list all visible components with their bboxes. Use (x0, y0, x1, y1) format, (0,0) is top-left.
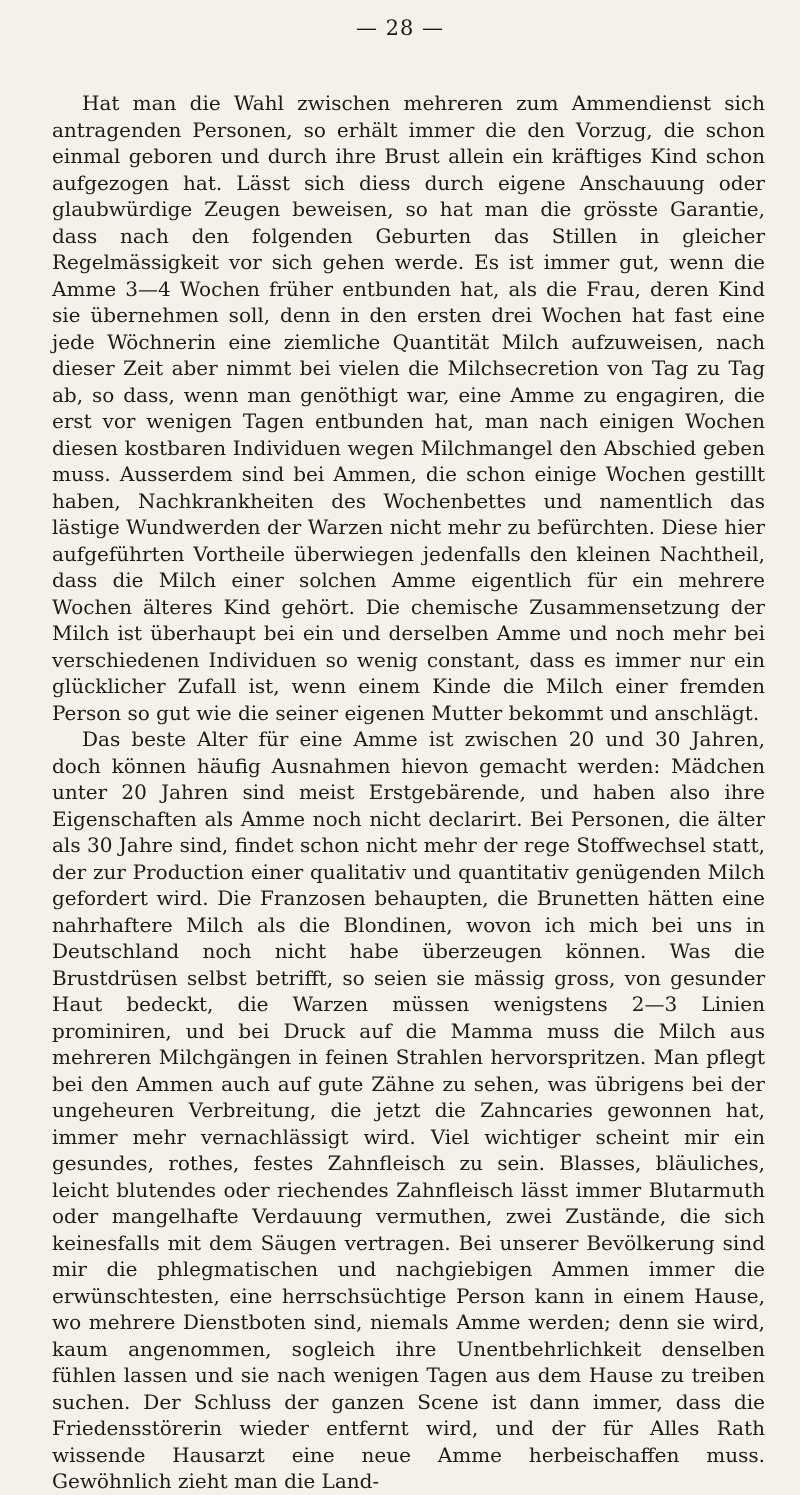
page-number: — 28 — (355, 16, 445, 40)
body-text (52, 90, 765, 1495)
paragraph-2: Das beste Alter für eine Amme ist zwischen 20 und 30 Jahren, doch können häufig Ausnahmen hievon gemacht werden: Mädchen unter 20 Jahren sind meist Erstgebärende, und haben also ihre Eigenschaften als Amme noch nicht declarirt. Bei Personen, die älter als 30 Jahre sind, findet schon nicht mehr der rege Stoffwechsel statt, der zur Production einer qualitativ und quantitativ genügenden Milch gefordert wird. Die Franzosen behaupten, die Brunetten hätten eine nahrhaftere Milch als die Blondinen, wovon ich mich bei uns in Deutschland noch nicht habe überzeugen können. Was die Brustdrüsen selbst betrifft, so seien sie mässig gross, von gesunder Haut bedeckt, die Warzen müssen wenigstens 2—3 Linien prominiren, und bei Druck auf die Mamma muss die Milch aus mehreren Milchgängen in feinen Strahlen hervorspritzen. Man pflegt bei den Ammen auch auf gute Zähne zu sehen, was übrigens bei der ungeheuren Verbreitung, die jetzt die Zahncaries gewonnen hat, immer mehr vernachlässigt wird. Viel wichtiger scheint mir ein gesundes, rothes, festes Zahnfleisch zu sein. Blasses, bläuliches, leicht blutendes oder riechendes Zahnfleisch lässt immer Blutarmuth oder mangelhafte Verdauung vermuthen, zwei Zustände, die sich keinesfalls mit dem Säugen vertragen. Bei unserer Bevölkerung sind mir die phlegmatischen und nachgiebigen Ammen immer die erwünschtesten, eine herrschsüchtige Person kann in einem Hause, wo mehrere Dienstboten sind, niemals Amme werden; denn sie wird, kaum angenommen, sogleich ihre Unentbehrlichkeit denselben fühlen lassen und sie nach wenigen Tagen aus dem Hause zu treiben suchen. Der Schluss der ganzen Scene ist dann immer, dass die Friedensstörerin wieder entfernt wird, und der für Alles Rath wissende Hausarzt eine neue Amme herbeischaffen muss. Gewöhnlich zieht man die Land- (52, 727, 765, 1493)
paragraph-1: Hat man die Wahl zwischen mehreren zum Ammendienst sich antragenden Personen, so erhält immer die den Vorzug, die schon einmal geboren und durch ihre Brust allein ein kräftiges Kind schon aufgezogen hat. Lässt sich diess durch eigene Anschauung oder glaubwürdige Zeugen beweisen, so hat man die grösste Garantie, dass nach den folgenden Geburten das Stillen in gleicher Regelmässigkeit vor sich gehen werde. Es ist immer gut, wenn die Amme 3—4 Wochen früher entbunden hat, als die Frau, deren Kind sie übernehmen soll, denn in den ersten drei Wochen hat fast eine jede Wöchnerin eine ziemliche Quantität Milch aufzuweisen, nach dieser Zeit aber nimmt bei vielen die Milchsecretion von Tag zu Tag ab, so dass, wenn man genöthigt war, eine Amme zu engagiren, die erst vor wenigen Tagen entbunden hat, man nach einigen Wochen diesen kostbaren Individuen wegen Milchmangel den Abschied geben muss. Ausserdem sind bei Ammen, die schon einige Wochen gestillt haben, Nachkrankheiten des Wochenbettes und namentlich das lästige Wundwerden der Warzen nicht mehr zu befürchten. Diese hier aufgeführten Vortheile überwiegen jedenfalls den kleinen Nachtheil, dass die Milch einer solchen Amme eigentlich für ein mehrere Wochen älteres Kind gehört. Die chemische Zusammensetzung der Milch ist überhaupt bei ein und derselben Amme und noch mehr bei verschiedenen Individuen so wenig constant, dass es immer nur ein glücklicher Zufall ist, wenn einem Kinde die Milch einer fremden Person so gut wie die seiner eigenen Mutter bekommt und anschlägt. (52, 91, 765, 725)
